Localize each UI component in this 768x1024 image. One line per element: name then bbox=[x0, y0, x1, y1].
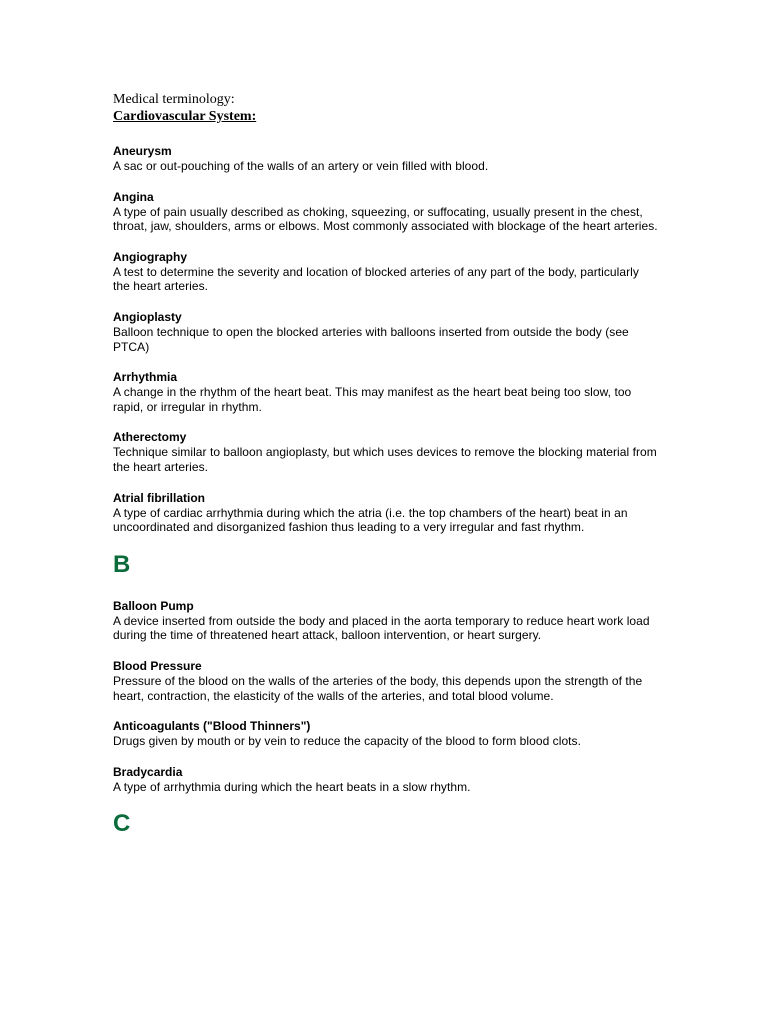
section-a bbox=[113, 144, 658, 535]
glossary-entry-angiography bbox=[113, 250, 658, 294]
glossary-entry-anticoagulants bbox=[113, 719, 658, 749]
entry-definition: A device inserted from outside the body and placed in the aorta temporary to reduce heart work load during the time of threatened heart attack, balloon intervention, or heart surgery. bbox=[113, 613, 650, 643]
entry-term: Angiography bbox=[113, 249, 187, 264]
glossary-entry-bradycardia bbox=[113, 765, 658, 795]
entry-definition: Pressure of the blood on the walls of the arteries of the body, this depends upon the strength of the heart, contraction, the elasticity of the walls of the arteries, and total blood volume. bbox=[113, 673, 643, 703]
entry-term: Anticoagulants ("Blood Thinners") bbox=[113, 719, 311, 734]
entry-term: Blood Pressure bbox=[113, 658, 202, 673]
glossary-entry-aneurysm bbox=[113, 144, 658, 174]
entry-definition: Technique similar to balloon angioplasty, but which uses devices to remove the blocking material from the heart arteries. bbox=[113, 445, 657, 474]
glossary-entry-angina bbox=[113, 190, 658, 234]
entry-term: Arrhythmia bbox=[113, 370, 178, 385]
entry-definition: A sac or out-pouching of the walls of an artery or vein filled with blood. bbox=[113, 159, 489, 173]
section-letter-b: B bbox=[113, 550, 131, 578]
entry-term: Balloon Pump bbox=[113, 598, 194, 613]
section-letter-c: C bbox=[113, 810, 131, 838]
document-subtitle: Cardiovascular System: bbox=[113, 109, 257, 124]
entry-definition: A test to determine the severity and location of blocked arteries of any part of the body, particularly the heart arteries. bbox=[113, 264, 639, 294]
entry-definition: A type of pain usually described as choking, squeezing, or suffocating, usually present in the chest, throat, jaw, shoulders, arms or elbows. Most commonly associated with blockage of the heart arteries. bbox=[113, 204, 658, 234]
entry-definition: Balloon technique to open the blocked arteries with balloons inserted from outside the body (see PTCA) bbox=[113, 324, 629, 354]
entry-term: Angina bbox=[113, 189, 154, 204]
entry-term: Atherectomy bbox=[113, 430, 187, 445]
document-page bbox=[113, 91, 658, 838]
entry-term: Aneurysm bbox=[113, 144, 172, 158]
entry-definition: A type of arrhythmia during which the heart beats in a slow rhythm. bbox=[113, 779, 471, 794]
glossary-entry-arrhythmia bbox=[113, 370, 658, 414]
document-intro: Medical terminology: bbox=[113, 92, 235, 107]
entry-definition: A change in the rhythm of the heart beat. This may manifest as the heart beat being too slow, too rapid, or irregular in rhythm. bbox=[113, 385, 632, 414]
entry-definition: A type of cardiac arrhythmia during which the atria (i.e. the top chambers of the heart) beat in an uncoordinated and disorganized fashion thus leading to a very irregular and fast rhythm. bbox=[113, 505, 628, 535]
entry-term: Atrial fibrillation bbox=[113, 490, 206, 505]
glossary-entry-atherectomy bbox=[113, 430, 658, 474]
entry-term: Bradycardia bbox=[113, 764, 183, 779]
glossary-entry-balloon-pump bbox=[113, 599, 658, 643]
entry-definition: Drugs given by mouth or by vein to reduce the capacity of the blood to form blood clots. bbox=[113, 734, 581, 749]
glossary-entry-blood-pressure bbox=[113, 659, 658, 703]
glossary-entry-angioplasty bbox=[113, 310, 658, 354]
glossary-entry-atrial-fibrillation bbox=[113, 491, 658, 535]
entry-term: Angioplasty bbox=[113, 309, 182, 324]
section-b bbox=[113, 599, 658, 795]
